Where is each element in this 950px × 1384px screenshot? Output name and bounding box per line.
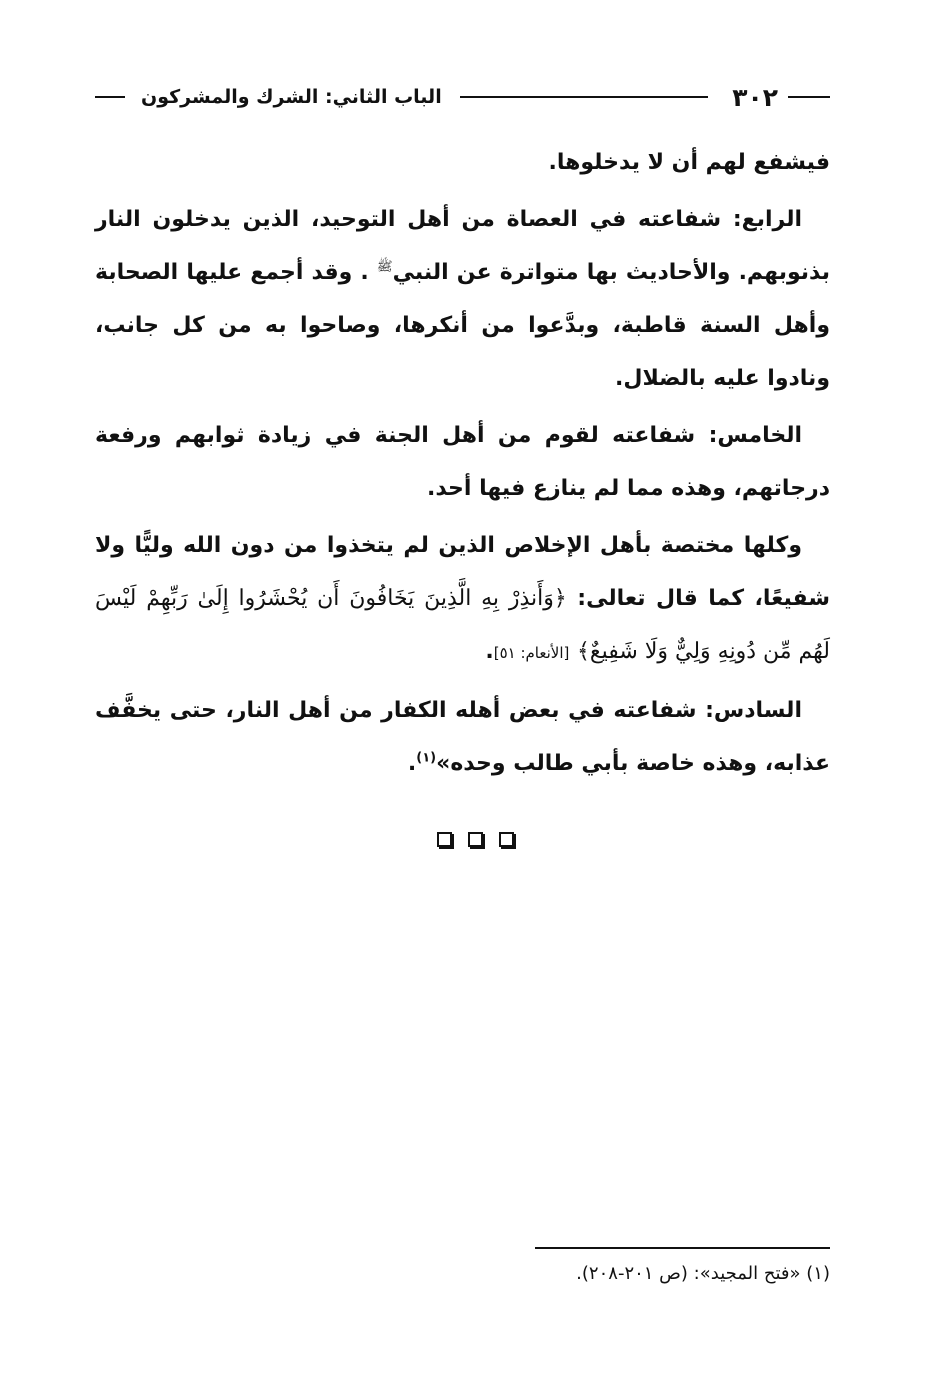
paragraph-text: .	[485, 639, 494, 664]
header-dash-right	[788, 96, 830, 98]
paragraph-intro	[95, 136, 830, 189]
box-ornament-icon	[437, 832, 452, 847]
paragraph-text: شفاعته في العصاة من أهل التوحيد، الذين يدخلون النار بذنوبهم. والأحاديث بها متواترة عن النبي	[95, 207, 830, 285]
header-rule	[460, 96, 709, 98]
page-number: ٣٠٢	[732, 82, 778, 112]
paragraph-lead: الرابع:	[732, 207, 802, 232]
verse-citation: [الأنعام: ٥١]	[493, 644, 570, 662]
paragraph-fourth	[95, 193, 830, 405]
footnote-rule	[535, 1247, 830, 1249]
paragraph-text: شفاعته لقوم من أهل الجنة في زيادة ثوابهم ورفعة درجاتهم، وهذه مما لم ينازع فيها أحد.	[95, 423, 830, 501]
footnote-text: (١) «فتح المجيد»: (ص ٢٠١-٢٠٨).	[576, 1263, 830, 1284]
box-ornament-icon	[468, 832, 483, 847]
paragraph-text: .	[407, 751, 417, 776]
header-dash-left	[95, 96, 125, 98]
quran-verse: ﴿وَأَنذِرْ بِهِ الَّذِينَ يَخَافُونَ أَن يُحْشَرُوا إِلَىٰ رَبِّهِمْ لَيْسَ لَهُم مِّن دُونِهِ وَلِيٌّ وَلَا شَفِيعٌ﴾	[95, 586, 830, 664]
paragraph-fifth	[95, 409, 830, 515]
footnote-reference[interactable]: (١)	[416, 750, 437, 766]
chapter-title: الباب الثاني: الشرك والمشركون	[141, 86, 442, 108]
paragraph-text: فيشفع لهم أن لا يدخلوها.	[548, 150, 830, 175]
footnote	[300, 1259, 830, 1289]
paragraph-lead: السادس:	[705, 698, 802, 723]
paragraph-sixth	[95, 684, 830, 790]
paragraph-lead: الخامس:	[708, 423, 802, 448]
honorific-icon: ﷺ	[376, 259, 393, 275]
paragraph-text: . وقد أجمع عليها الصحابة وأهل السنة قاطبة، وبدَّعوا من أنكرها، وصاحوا به من كل جانب، ونادوا عليه بالضلال.	[95, 260, 830, 391]
section-separator	[0, 832, 950, 847]
paragraph-text: وكلها مختصة بأهل الإخلاص الذين لم يتخذوا من دون الله وليًّا ولا شفيعًا، كما قال تعالى:	[95, 533, 831, 611]
box-ornament-icon	[499, 832, 514, 847]
main-text	[95, 136, 830, 794]
paragraph-text: شفاعته في بعض أهله الكفار من أهل النار، حتى يخفَّف عذابه، وهذه خاصة بأبي طالب وحده»	[95, 698, 830, 776]
paragraph-exclusive	[95, 519, 830, 680]
page-header	[95, 82, 830, 112]
